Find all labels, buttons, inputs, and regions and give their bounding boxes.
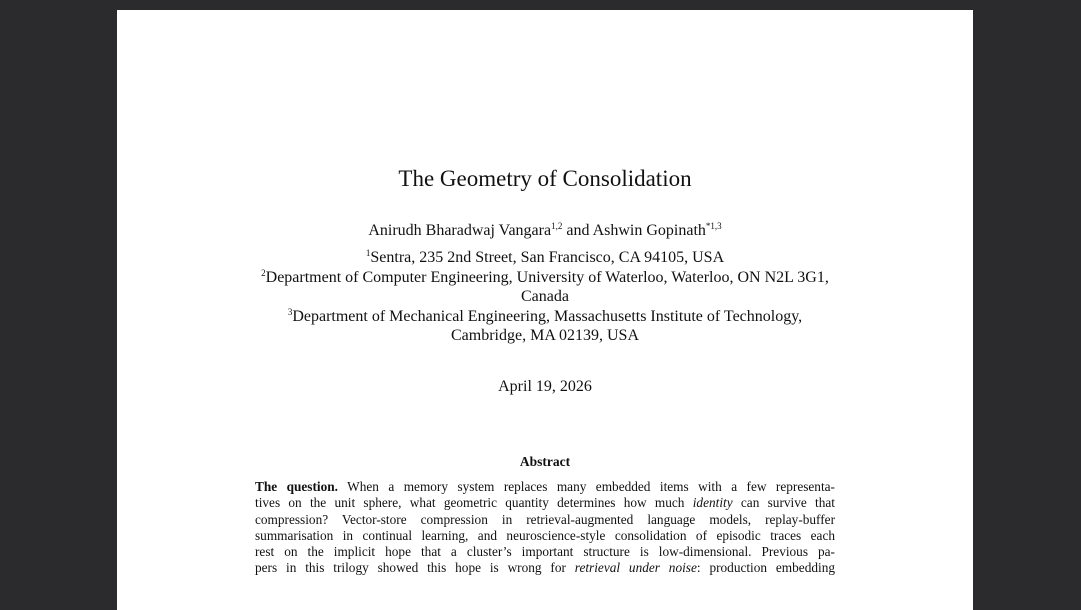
affil-line: Canada bbox=[521, 288, 569, 306]
affil-mark: 3 bbox=[287, 306, 293, 317]
author-affil-marks: 1,2 bbox=[551, 221, 563, 231]
affiliation-1 bbox=[117, 248, 973, 268]
paper-title: The Geometry of Consolidation bbox=[398, 166, 692, 191]
abstract-line: compression? Vector-store compression in retrieval-augmented language models, replay-buffer bbox=[255, 511, 835, 527]
affil-line: Department of Computer Engineering, University of Waterloo, Waterloo, ON N2L 3G1, bbox=[265, 268, 829, 286]
abstract-line: summarisation in continual learning, and neuroscience-style consolidation of episodic traces each bbox=[255, 527, 835, 543]
abstract-lead: The question. bbox=[255, 479, 338, 494]
affil-mark: 2 bbox=[261, 267, 266, 278]
affiliation-3-cont bbox=[117, 326, 973, 346]
abstract-line: tives on the unit sphere, what geometric quantity determines how much identity can survive that bbox=[255, 495, 835, 511]
affiliation-2 bbox=[117, 268, 973, 288]
affiliations bbox=[117, 248, 973, 346]
abstract-line: The question. When a memory system replaces many embedded items with a few representa- bbox=[255, 479, 835, 494]
abstract-body bbox=[255, 479, 835, 577]
abstract-line: rest on the implicit hope that a cluster’s important structure is low-dimensional. Previous pa- bbox=[255, 544, 835, 560]
abstract-emphasis: retrieval under noise bbox=[574, 560, 697, 576]
paper-date: April 19, 2026 bbox=[498, 378, 592, 395]
affiliation-3 bbox=[117, 307, 973, 327]
author-line bbox=[117, 222, 973, 240]
paper-page bbox=[117, 10, 973, 610]
author-name: Anirudh Bharadwaj Vangara bbox=[368, 222, 552, 239]
author-affil-marks: *1,3 bbox=[705, 221, 722, 231]
affil-mark: 1 bbox=[365, 248, 371, 258]
affiliation-2-cont bbox=[117, 287, 973, 307]
abstract-line: pers in this trilogy showed this hope is wrong for retrieval under noise: production embedding bbox=[255, 560, 835, 576]
author-connector: and bbox=[566, 222, 590, 239]
abstract-emphasis: identity bbox=[692, 495, 733, 511]
affil-line: Sentra, 235 2nd Street, San Francisco, CA 94105, USA bbox=[370, 249, 725, 266]
author-name: Ashwin Gopinath bbox=[592, 222, 706, 239]
abstract-heading: Abstract bbox=[519, 454, 571, 469]
affil-line: Department of Mechanical Engineering, Massachusetts Institute of Technology, bbox=[292, 307, 803, 325]
affil-line: Cambridge, MA 02139, USA bbox=[451, 327, 639, 345]
